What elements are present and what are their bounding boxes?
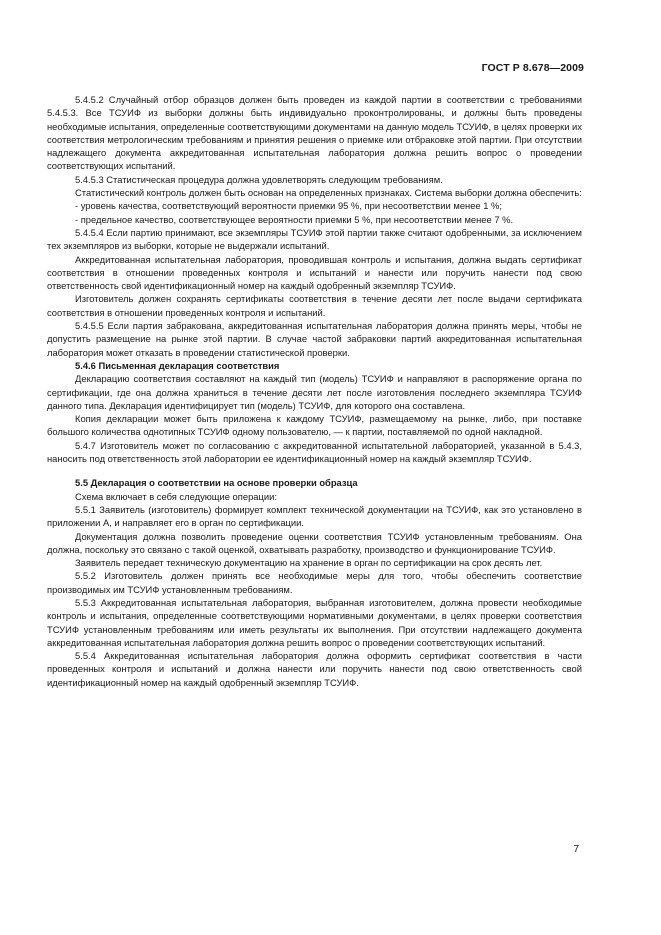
paragraph-declaration: Декларацию соответствия составляют на каждый тип (модель) ТСУИФ и направляют в распоряжение органа по сертификации, где она должна храниться в течение десяти лет после изготовления последнего экземпляра ТСУИФ данного типа. Декларация идентифицирует тип (модель) ТСУИФ, для которого она составлена. (47, 373, 582, 411)
paragraph-5-5-2: 5.5.2 Изготовитель должен принять все необходимые меры для того, чтобы обеспечить соответствие производимых им ТСУИФ установленным требованиям. (47, 570, 582, 595)
paragraph-documentation: Документация должна позволить проведение оценки соответствия ТСУИФ установленным требованиям. Она должна, поскольку это связано с такой оценкой, охватывать разработку, производство и функционирование ТСУИФ. (47, 530, 582, 555)
paragraph-applicant-storage: Заявитель передает техническую документацию на хранение в орган по сертификации на срок десять лет. (75, 557, 543, 569)
document-body (47, 93, 582, 689)
list-item-limit-quality: - предельное качество, соответствующее вероятности приемки 5 %, при несоответствии менее 7 %. (75, 213, 514, 225)
paragraph-manufacturer-keeps-certificates: Изготовитель должен сохранять сертификаты соответствия в течение десяти лет после выдачи сертификата соответствия в отношении проведенных контроля и испытаний. (47, 293, 582, 318)
paragraph-accredited-lab-certificate: Аккредитованная испытательная лаборатория, проводившая контроль и испытания, должна выдать сертификат соответствия в отношении проведенных контроля и испытаний и нанести или поручить нанести под свою ответственность свой идентификационный номер на каждый одобренный экземпляр ТСУИФ. (47, 253, 582, 292)
paragraph-5-5-4: 5.5.4 Аккредитованная испытательная лаборатория должна оформить сертификат соответствия в части проведенных контроля и испытаний и должна нанести или поручить нанести под свою ответственность свой идентификационный номер на каждый одобренный экземпляр ТСУИФ. (47, 650, 582, 688)
document-code-header: ГОСТ Р 8.678—2009 (481, 62, 584, 74)
section-heading-5-4-6: 5.4.6 Письменная декларация соответствия (75, 359, 280, 371)
page-number: 7 (573, 844, 579, 855)
paragraph-5-5-3: 5.5.3 Аккредитованная испытательная лаборатория, выбранная изготовителем, должна провести необходимые контроль и испытания, определенные соответствующими нормативными документами, в целях проверки соответствия ТСУИФ установленным требованиям или иметь результаты их выполнения. При отсутствии надлежащего документа аккредитованная испытательная лаборатория должна решить вопрос о проведении соответствующих испытаний. (47, 596, 582, 648)
paragraph-5-5-1: 5.5.1 Заявитель (изготовитель) формирует комплект технической документации на ТСУИФ, как это установлено в приложении А, и направляет его в орган по сертификации. (47, 503, 582, 529)
paragraph-statistical-control: Статистический контроль должен быть основан на определенных признаках. Система выборки должна обеспечить: (75, 187, 582, 199)
paragraph-5-4-5-2: 5.4.5.2 Случайный отбор образцов должен быть проведен из каждой партии в соответствии с требованиями 5.4.5.3. Все ТСУИФ из выборки должны быть индивидуально проконтролированы, и должны быть проведены необходимые испытания, определенные соответствующими документами на данную модель ТСУИФ, в целях проверки их соответствия метрологическим требованиям и принятия решения о приемке или отбраковке этой партии. При отсутствии надлежащего документа аккредитованная испытательная лаборатория должна решить вопрос о проведении соответствующих испытаний. (47, 94, 582, 172)
list-item-quality-level: - уровень качества, соответствующий вероятности приемки 95 %, при несоответствии менее 1 %; (75, 200, 502, 212)
paragraph-5-4-7: 5.4.7 Изготовитель может по согласованию с аккредитованной испытательной лабораторией, указанной в 5.4.3, наносить под ответственность этой лаборатории ее идентификационный номер на каждый экземпляр ТСУИФ. (47, 439, 582, 465)
paragraph-declaration-copy: Копия декларации может быть приложена к каждому ТСУИФ, размещаемому на рынке, либо, при поставке большого количества однотипных ТСУИФ одному пользователю, — к партии, поставляемой по одной накладной. (47, 413, 582, 438)
paragraph-5-4-5-3: 5.4.5.3 Статистическая процедура должна удовлетворять следующим требованиям. (75, 173, 443, 185)
paragraph-5-4-5-4: 5.4.5.4 Если партию принимают, все экземпляры ТСУИФ этой партии также считают одобренными, за исключением тех экземпляров из выборки, которые не выдержали испытаний. (47, 226, 582, 252)
section-heading-5-5: 5.5 Декларация о соответствии на основе проверки образца (75, 477, 358, 489)
paragraph-5-4-5-5: 5.4.5.5 Если партия забракована, аккредитованная испытательная лаборатория должна принять меры, чтобы не допустить размещение на рынке этой партии. В случае частой забраковки партий аккредитованная испытательная лаборатория может отказать в проведении статистической проверки. (47, 320, 582, 358)
paragraph-scheme-includes: Схема включает в себя следующие операции: (75, 490, 277, 502)
